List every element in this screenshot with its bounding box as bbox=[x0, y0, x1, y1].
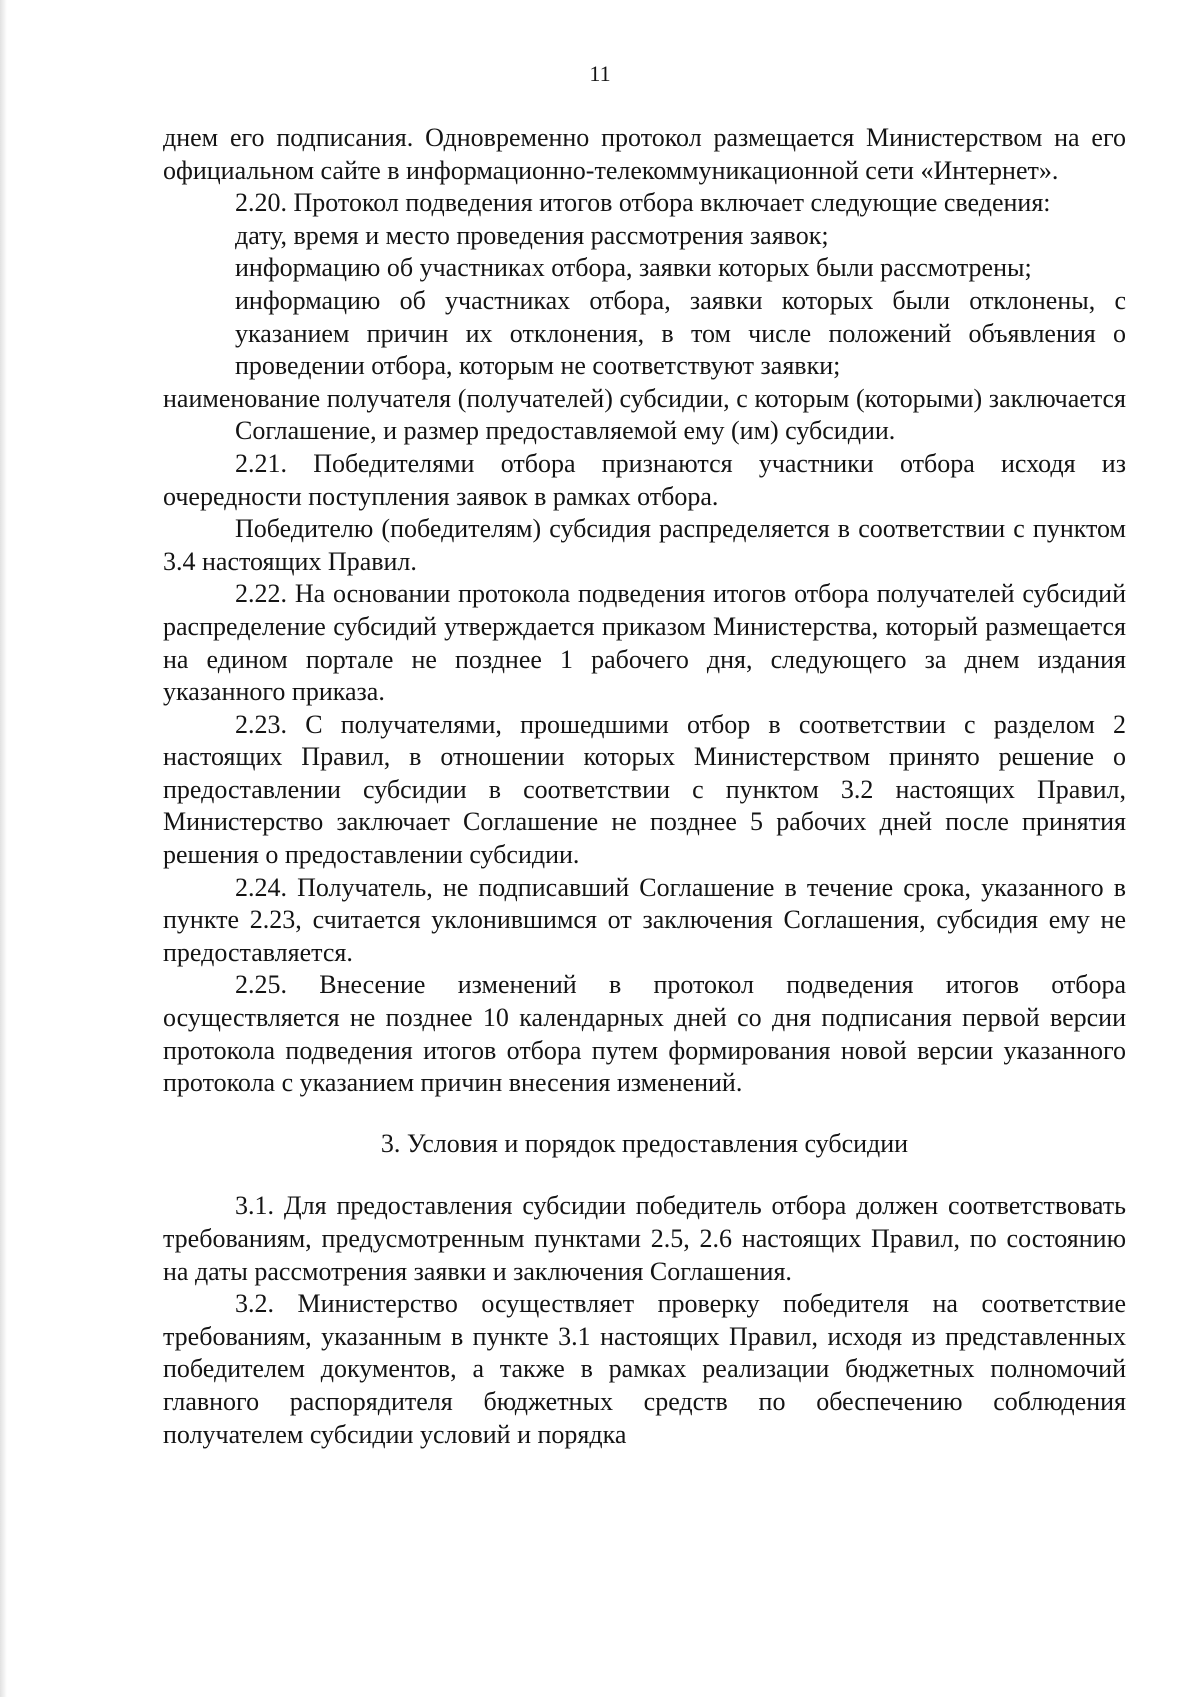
document-body bbox=[163, 122, 1126, 1451]
scan-edge-shadow bbox=[0, 0, 7, 1697]
list-item-rejected: информацию об участниках отбора, заявки которых были отклонены, с указанием причин их отклонения, в том числе положений объявления о проведении отбора, которым не соответствуют заявки; bbox=[235, 285, 1126, 381]
paragraph-2-22: 2.22. На основании протокола подведения итогов отбора получателей субсидий распределение субсидий утверждается приказом Министерства, который размещается на едином портале не позднее 1 рабочего дня, следующего за днем издания указанного приказа. bbox=[163, 579, 1126, 707]
paragraph-2-23: 2.23. С получателями, прошедшими отбор в соответствии с разделом 2 настоящих Правил, в отношении которых Министерством принято решение о предоставлении субсидии в соответствии с пунктом 3.2 настоящих Правил, Министерство заключает Соглашение не позднее 5 рабочих дней после принятия решения о предоставлении субсидии. bbox=[163, 709, 1126, 870]
page-number: 11 bbox=[589, 61, 611, 86]
list-item-reviewed: информацию об участниках отбора, заявки которых были рассмотрены; bbox=[235, 253, 1032, 283]
section-heading: 3. Условия и порядок предоставления субсидии bbox=[380, 1128, 909, 1158]
paragraph-2-21: 2.21. Победителями отбора признаются участники отбора исходя из очередности поступления заявок в рамках отбора. bbox=[163, 448, 1126, 511]
paragraph-3-2: 3.2. Министерство осуществляет проверку победителя на соответствие требованиям, указанным в пункте 3.1 настоящих Правил, исходя из представленных победителем документов, а также в рамках реализации бюджетных полномочий главного распорядителя бюджетных средств по обеспечению соблюдения получателем субсидии условий и порядка bbox=[163, 1289, 1126, 1449]
paragraph-continuation: днем его подписания. Одновременно протокол размещается Министерством на его официальном сайте в информационно-телекоммуникационной сети «Интернет». bbox=[163, 123, 1126, 185]
list-item-date: дату, время и место проведения рассмотрения заявок; bbox=[235, 220, 829, 250]
paragraph-2-20: 2.20. Протокол подведения итогов отбора включает следующие сведения: bbox=[235, 188, 1051, 218]
paragraph-winner-distribution: Победителю (победителям) субсидия распределяется в соответствии с пунктом 3.4 настоящих Правил. bbox=[163, 514, 1126, 576]
paragraph-2-24: 2.24. Получатель, не подписавший Соглашение в течение срока, указанного в пункте 2.23, считается уклонившимся от заключения Соглашения, субсидия ему не предоставляется. bbox=[163, 872, 1126, 967]
list-item-recipient: наименование получателя (получателей) субсидии, с которым (которыми) заключается Соглашение, и размер предоставляемой ему (им) субсидии. bbox=[163, 383, 1126, 446]
paragraph-3-1: 3.1. Для предоставления субсидии победитель отбора должен соответствовать требованиям, предусмотренным пунктами 2.5, 2.6 настоящих Правил, по состоянию на даты рассмотрения заявки и заключения Соглашения. bbox=[163, 1191, 1126, 1286]
paragraph-2-25: 2.25. Внесение изменений в протокол подведения итогов отбора осуществляется не позднее 10 календарных дней со дня подписания первой версии протокола подведения итогов отбора путем формирования новой версии указанного протокола с указанием причин внесения изменений. bbox=[163, 970, 1126, 1098]
